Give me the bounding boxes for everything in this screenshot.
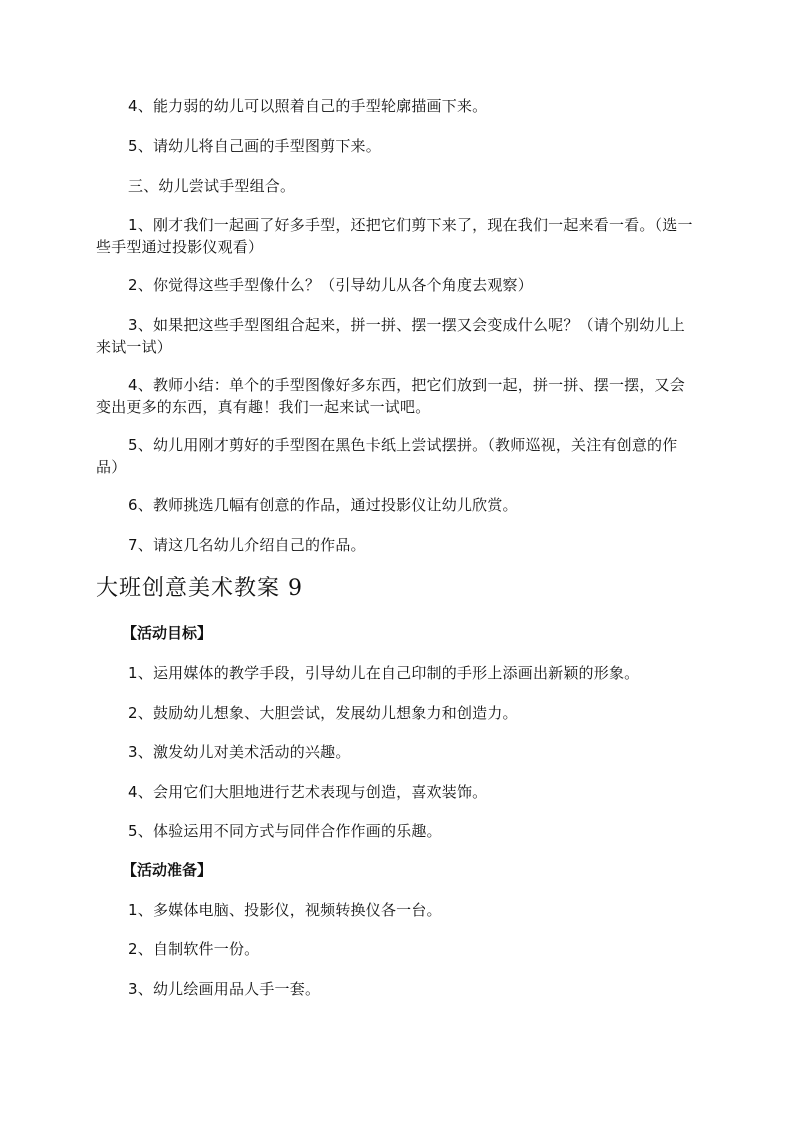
goal-item-5: 5、体验运用不同方式与同伴合作作画的乐趣。 bbox=[128, 822, 442, 840]
paragraph-combo-6: 6、教师挑选几幅有创意的作品，通过投影仪让幼儿欣赏。 bbox=[128, 496, 518, 514]
section-heading-three: 三、幼儿尝试手型组合。 bbox=[128, 177, 296, 195]
paragraph-combo-2: 2、你觉得这些手型像什么？（引导幼儿从各个角度去观察） bbox=[128, 276, 533, 294]
paragraph-step-5: 5、请幼儿将自己画的手型图剪下来。 bbox=[128, 137, 381, 155]
goal-item-1: 1、运用媒体的教学手段，引导幼儿在自己印制的手形上添画出新颖的形象。 bbox=[128, 664, 640, 682]
lesson-heading: 大班创意美术教案 9 bbox=[96, 576, 303, 601]
prep-item-3: 3、幼儿绘画用品人手一套。 bbox=[128, 980, 321, 998]
paragraph-combo-3: 3、如果把这些手型图组合起来，拼一拼、摆一摆又会变成什么呢？（请个别幼儿上来试一试） bbox=[96, 316, 685, 356]
goals-label: 【活动目标】 bbox=[122, 624, 213, 642]
paragraph-combo-7: 7、请这几名幼儿介绍自己的作品。 bbox=[128, 536, 366, 554]
paragraph-combo-5: 5、幼儿用刚才剪好的手型图在黑色卡纸上尝试摆拼。（教师巡视，关注有创意的作品） bbox=[96, 436, 678, 476]
paragraph-combo-4: 4、教师小结：单个的手型图像好多东西，把它们放到一起，拼一拼、摆一摆，又会变出更多的东西，真有趣！我们一起来试一试吧。 bbox=[96, 376, 685, 416]
prep-item-1: 1、多媒体电脑、投影仪，视频转换仪各一台。 bbox=[128, 901, 442, 919]
paragraph-combo-1: 1、刚才我们一起画了好多手型，还把它们剪下来了，现在我们一起来看一看。（选一些手型通过投影仪观看） bbox=[96, 216, 693, 256]
prep-label: 【活动准备】 bbox=[122, 861, 213, 879]
goal-item-2: 2、鼓励幼儿想象、大胆尝试，发展幼儿想象力和创造力。 bbox=[128, 704, 518, 722]
paragraph-step-4: 4、能力弱的幼儿可以照着自己的手型轮廓描画下来。 bbox=[128, 97, 488, 115]
goal-item-3: 3、激发幼儿对美术活动的兴趣。 bbox=[128, 743, 351, 761]
prep-item-2: 2、自制软件一份。 bbox=[128, 940, 260, 958]
goal-item-4: 4、会用它们大胆地进行艺术表现与创造，喜欢装饰。 bbox=[128, 783, 488, 801]
